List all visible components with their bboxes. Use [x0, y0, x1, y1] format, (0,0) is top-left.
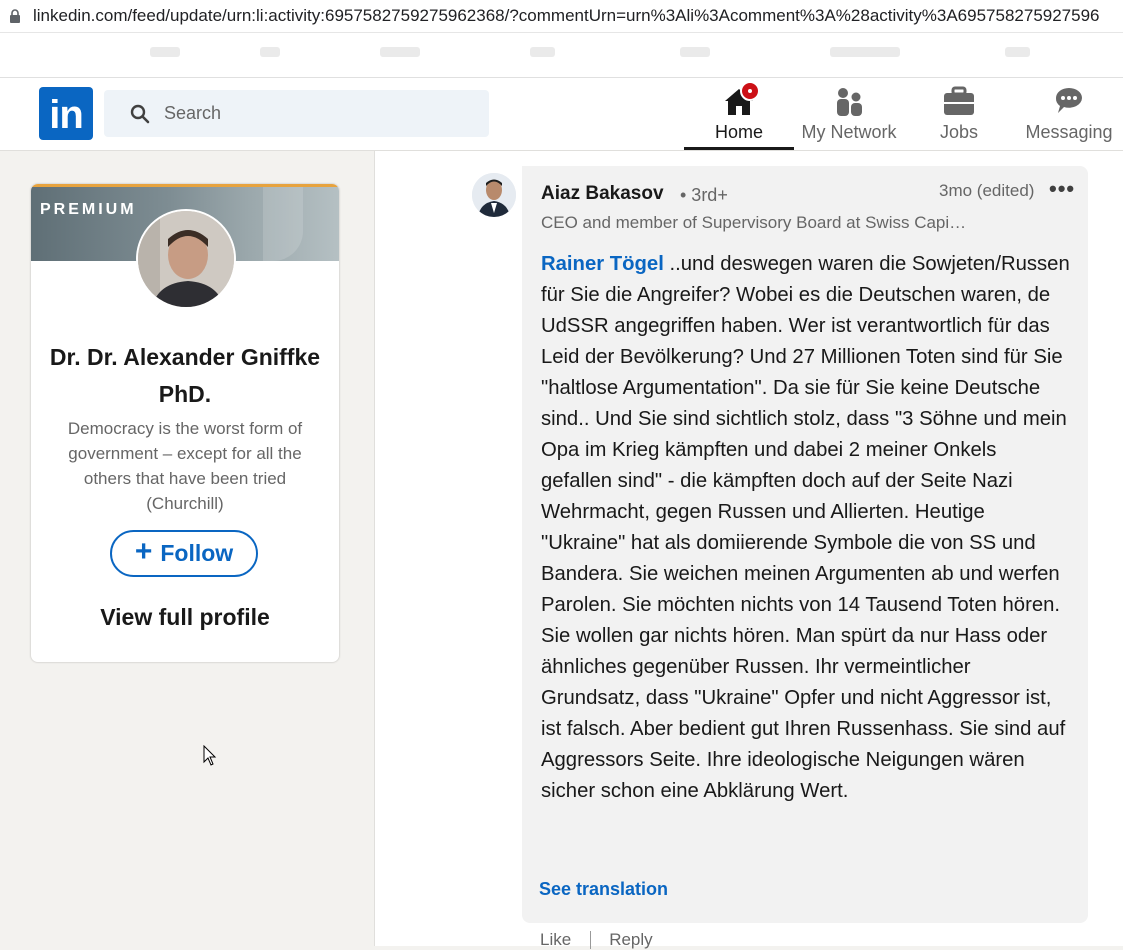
see-translation-link[interactable]: See translation [539, 879, 669, 899]
chat-bubble-icon [1052, 84, 1086, 118]
search-icon [130, 104, 150, 124]
profile-name[interactable]: Dr. Dr. Alexander Gniffke PhD. [49, 344, 321, 407]
nav-home-label: Home [714, 122, 763, 142]
commenter-avatar[interactable] [472, 173, 516, 217]
feed-divider [374, 151, 375, 946]
action-divider [590, 931, 591, 949]
follow-button[interactable] [110, 530, 258, 577]
comment-actions [540, 930, 653, 950]
nav-my-network-label: My Network [801, 122, 897, 142]
connection-degree: • 3rd+ [680, 185, 728, 205]
profile-avatar[interactable] [136, 209, 236, 309]
url-text[interactable]: linkedin.com/feed/update/urn:li:activity:6957582759275962368/?commentUrn=urn%3Ali%3Acomment%3A%28activity%3A695758275927596 [33, 6, 1100, 25]
plus-icon: + [134, 535, 153, 568]
author-headline: CEO and member of Supervisory Board at Swiss Capi… [541, 213, 967, 232]
linkedin-logo-icon[interactable]: in [39, 87, 93, 140]
nav-jobs[interactable] [904, 78, 1014, 150]
follow-label: Follow [160, 540, 234, 566]
mention-link[interactable]: Rainer Tögel [541, 253, 664, 275]
lock-icon [9, 9, 21, 23]
like-button[interactable]: Like [540, 930, 572, 949]
bookmarks-bar [0, 33, 1123, 78]
nav-my-network[interactable] [794, 78, 904, 150]
mouse-cursor-icon [203, 745, 217, 767]
briefcase-icon [942, 84, 976, 118]
global-nav [0, 78, 1123, 151]
nav-jobs-label: Jobs [939, 122, 979, 142]
people-icon [832, 84, 866, 118]
comment-text [541, 249, 1071, 807]
comment-bubble [522, 166, 1088, 923]
search-bar[interactable] [104, 90, 489, 137]
notification-badge [740, 81, 760, 101]
browser-address-bar[interactable] [0, 0, 1123, 33]
nav-home[interactable] [684, 78, 794, 150]
premium-badge: PREMIUM [40, 201, 137, 218]
profile-card [30, 183, 340, 663]
more-options-icon[interactable]: ••• [1049, 176, 1076, 201]
nav-messaging-label: Messaging [1025, 122, 1113, 142]
nav-messaging[interactable] [1014, 78, 1123, 150]
comment-author[interactable]: Aiaz Bakasov [541, 183, 664, 204]
profile-quote: Democracy is the worst form of government – except for all the others that have been tried (Churchill) [67, 419, 303, 513]
comment-time: 3mo (edited) [939, 181, 1035, 200]
comment-body: ..und deswegen waren die Sowjeten/Russen für Sie die Angreifer? Wobei es die Deutschen waren, de UdSSR angegriffen haben. Wer ist verantwortlich für das Leid der Bevölkerung? Und 27 Millionen Toten sind für Sie "haltlose Argumentation". Da sie für Sie keine Deutsche sind.. Und Sie sind sichtlich stolz, dass "3 Söhne und mein Opa im Krieg kämpften und dabei 2 meiner Onkels gefallen sind" - die kämpften doch auf der Seite Nazi Wehrmacht, gegen Russen und Allierten. Heutige "Ukraine" hat als domiierende Symbole die von SS und Bandera. Sie weichen meinen Argumenten ab und werfen Parolen. Sie möchten nichts von 14 Tausend Toten hören. Sie wollen gar nichts hören. Man spürt da nur Hass oder ähnliches gegenüber Russen. Ihr vermeintlicher Grundsatz, dass "Ukraine" Opfer und nicht Aggressor ist, ist falsch. Aber bedient gut Ihren Russenhass. Sie sind auf Aggressors Seite. Ihre ideologische Neigungen wären sicher schon eine Abklärung Wert. [541, 253, 1070, 802]
view-full-profile-link[interactable]: View full profile [100, 604, 270, 630]
reply-button[interactable]: Reply [609, 930, 653, 949]
search-input[interactable] [162, 102, 466, 125]
